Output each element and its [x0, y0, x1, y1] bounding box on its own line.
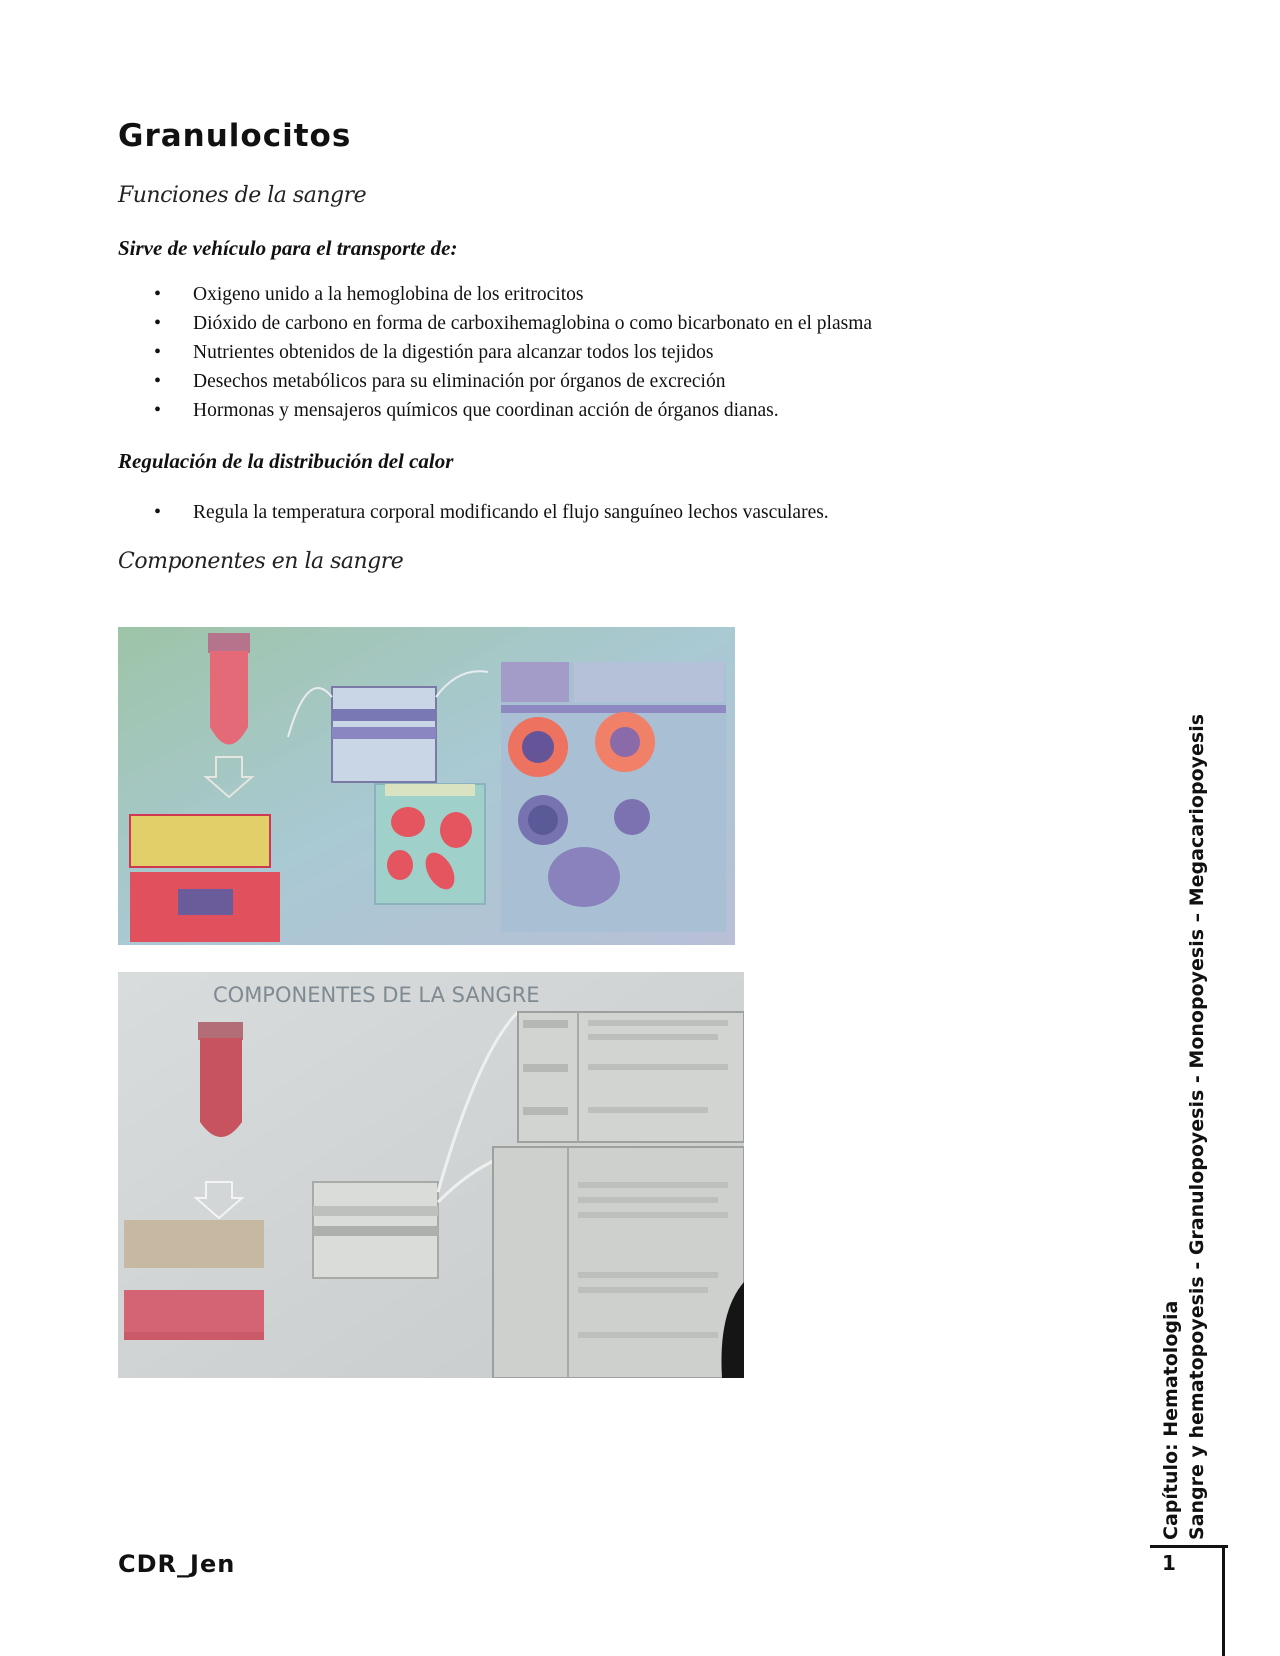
list-item: • Regula la temperatura corporal modificando el flujo sanguíneo lechos vasculares.: [118, 498, 829, 527]
list-item: • Dióxido de carbono en forma de carboxihemaglobina o como bicarbonato en el plasma: [118, 309, 872, 338]
transport-list: [118, 280, 872, 425]
blood-components-photo-1: [118, 627, 735, 945]
page-title: Granulocitos: [118, 118, 352, 154]
list-item: • Nutrientes obtenidos de la digestión para alcanzar todos los tejidos: [118, 338, 872, 367]
section-heading-funciones: Funciones de la sangre: [118, 183, 367, 208]
chapter-topics: Sangre y hematopoyesis - Granulopoyesis - Monopoyesis – Megacariopoyesis: [1186, 713, 1208, 1540]
heat-list: [118, 498, 829, 527]
subheading-regulacion: Regulación de la distribución del calor: [118, 449, 454, 473]
author-label: CDR_Jen: [118, 1550, 236, 1578]
blood-components-photo-2: [118, 972, 744, 1378]
section-heading-componentes: Componentes en la sangre: [118, 549, 404, 574]
list-item: • Oxigeno unido a la hemoglobina de los eritrocitos: [118, 280, 872, 309]
list-item: • Hormonas y mensajeros químicos que coordinan acción de órganos dianas.: [118, 396, 872, 425]
chapter-title: Capítulo: Hematologia: [1160, 1300, 1182, 1540]
page-number: 1: [1162, 1551, 1176, 1575]
page-number-rule-vertical: [1222, 1545, 1225, 1656]
page-number-rule-horizontal: [1150, 1545, 1228, 1548]
list-item: • Desechos metabólicos para su eliminación por órganos de excreción: [118, 367, 872, 396]
subheading-transporte: Sirve de vehículo para el transporte de:: [118, 236, 458, 260]
photo-heading: COMPONENTES DE LA SANGRE: [213, 983, 540, 1007]
